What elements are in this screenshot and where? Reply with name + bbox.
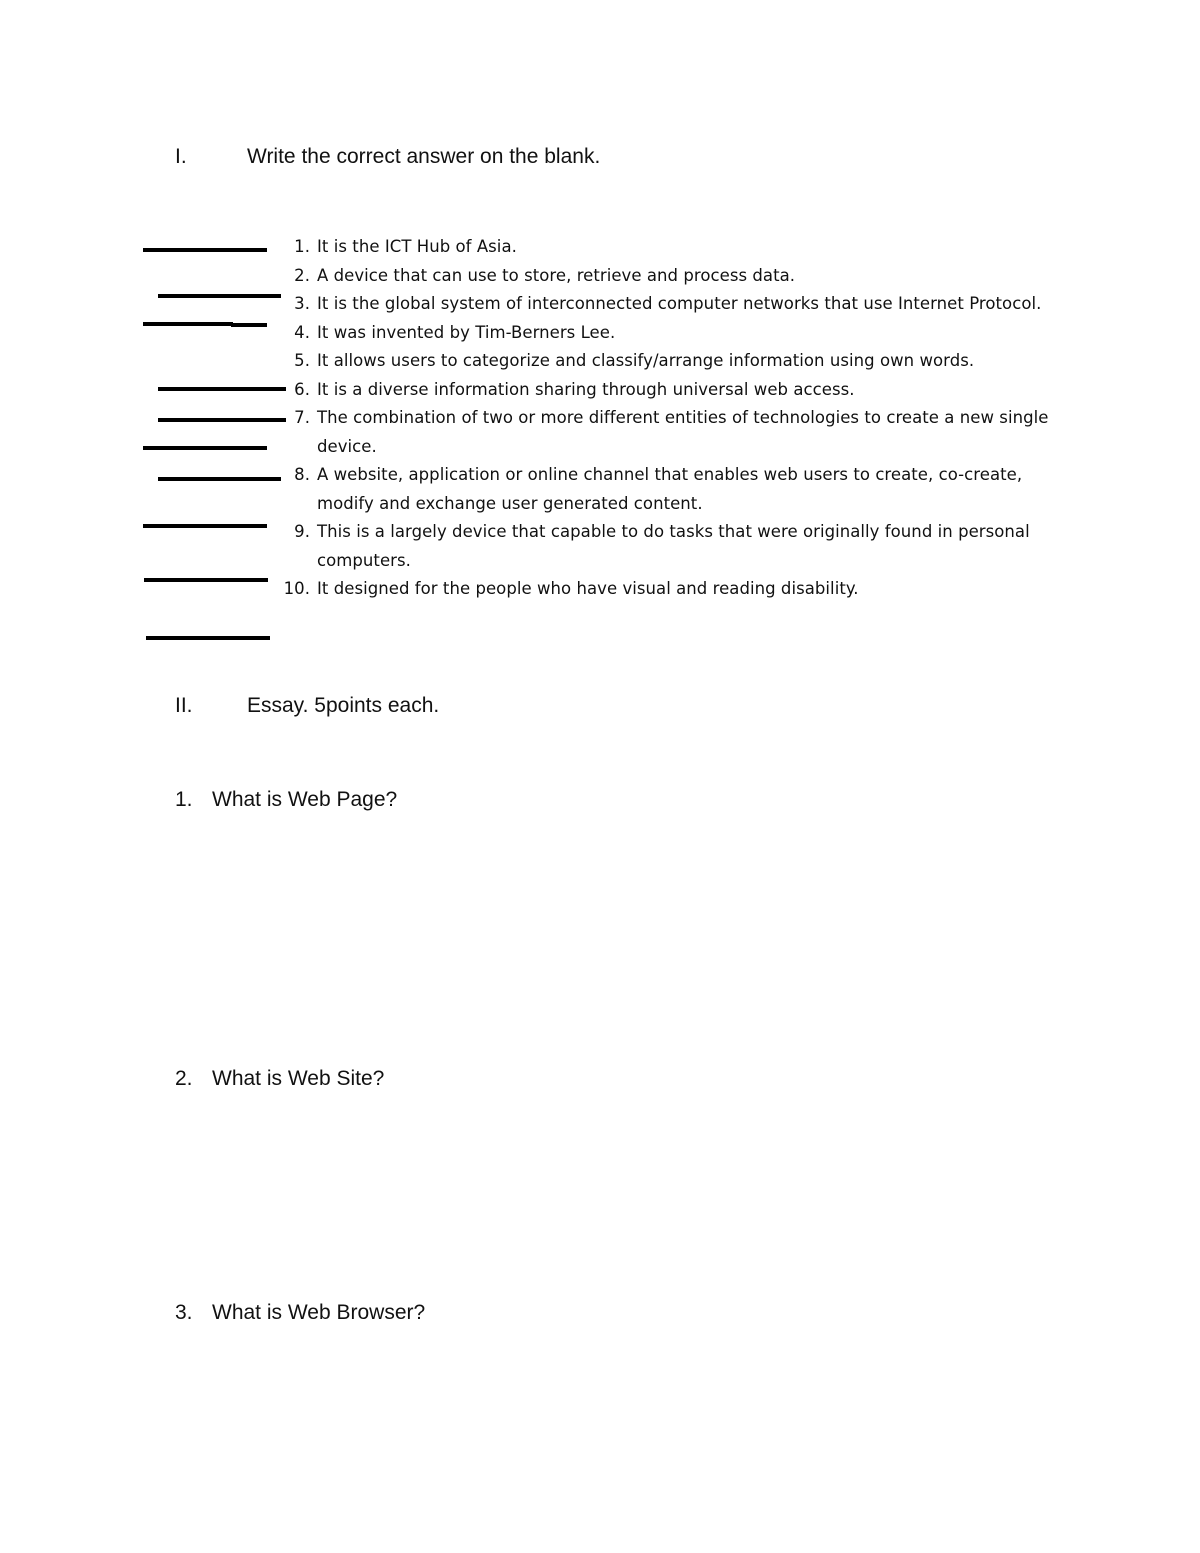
item-number: 3. xyxy=(294,294,310,313)
answer-blank[interactable] xyxy=(158,477,281,481)
answer-blank[interactable] xyxy=(158,294,281,298)
item-number: 4. xyxy=(294,322,310,342)
essay-question-text: What is Web Browser? xyxy=(212,1301,426,1324)
answer-blank[interactable] xyxy=(143,524,267,528)
section-numeral: I. xyxy=(175,145,187,168)
item-number: 8. xyxy=(294,465,310,484)
item-text: A website, application or online channel that enables web users to create, co-create, modify and exchange user generated content. xyxy=(317,465,1023,513)
answer-blank[interactable] xyxy=(143,446,267,450)
item-text: This is a largely device that capable to do tasks that were originally found in personal computers. xyxy=(317,522,1030,570)
section-instruction: Essay. 5points each. xyxy=(247,694,440,717)
section-numeral: II. xyxy=(175,694,193,717)
item-number: 2. xyxy=(294,265,310,285)
list-item xyxy=(280,347,1080,376)
list-item xyxy=(280,290,1080,319)
section-instruction: Write the correct answer on the blank. xyxy=(247,145,601,168)
question-list xyxy=(280,233,1080,604)
essay-question-number: 1. xyxy=(175,788,193,811)
item-number: 5. xyxy=(294,351,310,370)
item-text: The combination of two or more different entities of technologies to create a new single device. xyxy=(317,408,1049,456)
item-number: 10. xyxy=(283,579,310,598)
list-item xyxy=(280,518,1080,575)
item-number: 7. xyxy=(294,408,310,427)
item-number: 6. xyxy=(294,379,310,399)
list-item xyxy=(280,233,1080,262)
answer-blank[interactable] xyxy=(158,418,286,422)
list-item xyxy=(280,262,1080,291)
item-text: It was invented by Tim-Berners Lee. xyxy=(317,322,616,342)
answer-blank[interactable] xyxy=(231,323,267,327)
answer-blank[interactable] xyxy=(143,248,267,252)
item-text: It allows users to categorize and classify/arrange information using own words. xyxy=(317,351,975,370)
item-text: It designed for the people who have visual and reading disability. xyxy=(317,579,859,598)
item-text: It is the global system of interconnected computer networks that use Internet Protocol. xyxy=(317,294,1042,313)
item-text: It is the ICT Hub of Asia. xyxy=(317,237,517,256)
answer-blank[interactable] xyxy=(158,387,286,391)
essay-question-text: What is Web Page? xyxy=(212,788,398,811)
item-text: A device that can use to store, retrieve and process data. xyxy=(317,265,796,285)
list-item xyxy=(280,404,1080,461)
essay-question-text: What is Web Site? xyxy=(212,1067,385,1090)
item-number: 1. xyxy=(294,237,310,256)
list-item xyxy=(280,376,1080,405)
essay-question-number: 3. xyxy=(175,1301,193,1324)
item-number: 9. xyxy=(294,522,310,541)
item-text: It is a diverse information sharing through universal web access. xyxy=(317,379,855,399)
list-item xyxy=(280,461,1080,518)
answer-blank[interactable] xyxy=(144,578,268,582)
answer-blank[interactable] xyxy=(146,636,270,640)
answer-blank[interactable] xyxy=(143,322,233,326)
list-item xyxy=(280,575,1080,604)
essay-question-number: 2. xyxy=(175,1067,193,1090)
list-item xyxy=(280,319,1080,348)
